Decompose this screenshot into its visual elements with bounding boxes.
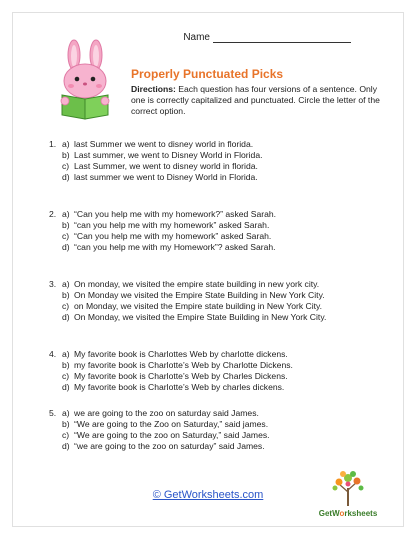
option-text: Last summer, we went to Disney World in Florida. [74,150,263,160]
name-underline[interactable] [213,33,351,43]
option-text: we are going to the zoo on saturday said James. [74,408,259,418]
name-label: Name [183,32,210,43]
option-letter[interactable]: d) [62,312,70,322]
tree-icon [313,468,383,508]
option-letter[interactable]: c) [62,430,70,440]
option-letter[interactable]: c) [62,161,70,171]
option-letter[interactable]: d) [62,441,70,451]
question-number: 5. [49,408,57,418]
option-letter[interactable]: b) [62,419,70,429]
option-letter[interactable]: d) [62,172,70,182]
option-text: “we are going to the zoo on saturday” said James. [74,441,265,451]
question-3 [49,279,326,323]
option-letter[interactable]: b) [62,220,70,230]
question-1 [49,139,263,183]
option-letter[interactable]: a) [62,349,70,359]
option-text: “can you help me with my Homework”? asked Sarah. [74,242,276,252]
logo-text: GetWorksheets [318,509,378,518]
question-2 [49,209,276,253]
option-text: On monday, we visited the empire state building in new york city. [74,279,320,289]
question-5 [49,408,270,452]
option-letter[interactable]: d) [62,382,70,392]
question-number: 1. [49,139,57,149]
option-letter[interactable]: c) [62,301,70,311]
worksheet-title: Properly Punctuated Picks [131,67,284,81]
option-text: “We are going to the Zoo on Saturday,” said james. [74,419,269,429]
option-letter[interactable]: d) [62,242,70,252]
option-text: last summer we went to Disney World in Florida. [74,172,258,182]
option-letter[interactable]: c) [62,371,70,381]
option-text: “Can you help me with my homework” asked Sarah. [74,231,272,241]
option-letter[interactable]: b) [62,290,70,300]
option-text: On Monday, we visited the Empire State Building in New York City. [74,312,327,322]
question-number: 2. [49,209,57,219]
option-letter[interactable]: a) [62,139,70,149]
name-field[interactable] [183,32,351,43]
option-text: my favorite book is Charlotte’s Web by Charlotte Dickens. [74,360,293,370]
option-letter[interactable]: a) [62,408,70,418]
question-number: 3. [49,279,57,289]
option-letter[interactable]: b) [62,150,70,160]
getworksheets-logo [313,468,383,518]
option-text: My favorite book is Charlotte’s Web by Charles Dickens. [74,371,288,381]
option-letter[interactable]: a) [62,279,70,289]
bunny-reading-icon [56,39,114,121]
option-text: on Monday, we visited the Empire state building in New York City. [74,301,323,311]
directions-label: Directions: [131,84,176,94]
question-number: 4. [49,349,57,359]
directions-text: Each question has four versions of a sentence. Only one is correctly capitalized and punctuated. Circle the letter of the correct option. [131,84,380,117]
option-text: “We are going to the zoo on Saturday,” said James. [74,430,270,440]
option-text: On Monday we visited the Empire State Building in New York City. [74,290,325,300]
option-text: Last Summer, we went to disney world in florida. [74,161,258,171]
directions [131,84,381,118]
option-text: My favorite book is Charlottes Web by charlotte dickens. [74,349,288,359]
option-text: “can you help me with my homework” asked Sarah. [74,220,270,230]
option-letter[interactable]: a) [62,209,70,219]
worksheet-page [12,12,404,527]
option-letter[interactable]: c) [62,231,70,241]
footer-link[interactable]: © GetWorksheets.com [152,489,264,501]
question-4 [49,349,293,393]
option-letter[interactable]: b) [62,360,70,370]
option-text: “Can you help me with my homework?” asked Sarah. [74,209,277,219]
option-text: last Summer we went to disney world in florida. [74,139,254,149]
option-text: My favorite book is Charlotte’s Web by charles dickens. [74,382,285,392]
